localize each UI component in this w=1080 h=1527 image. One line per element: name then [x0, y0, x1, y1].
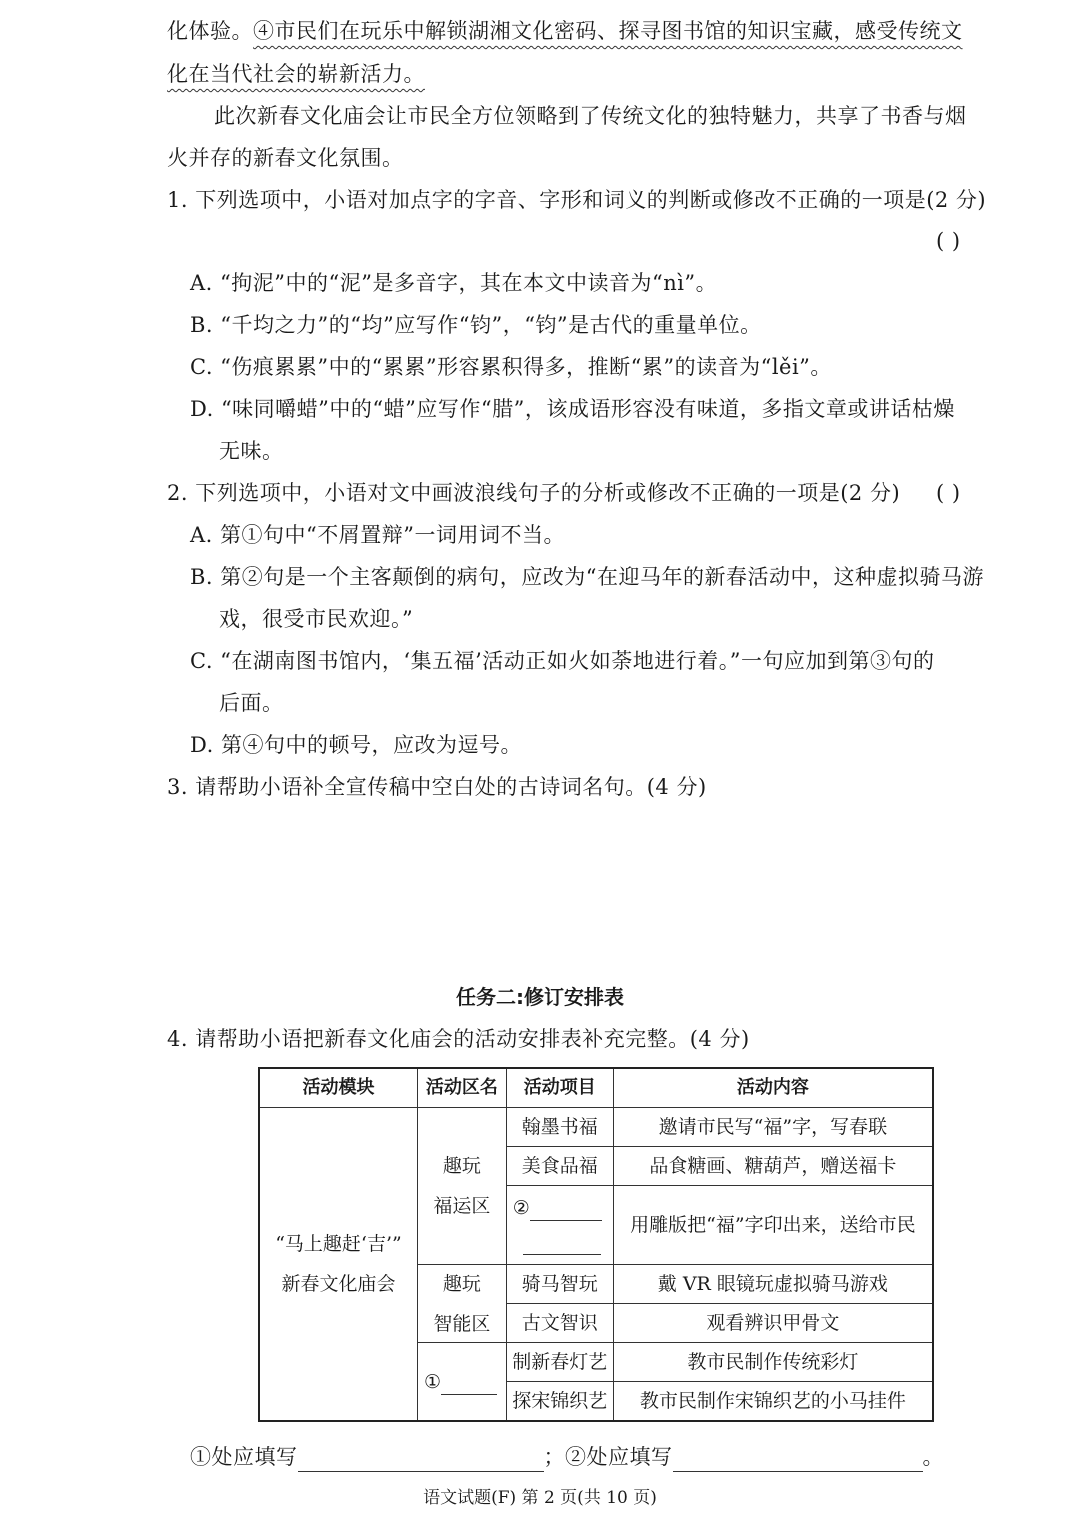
q2-option-b-line2: 戏，很受市民欢迎。” [219, 607, 414, 631]
q1-option-a: A. “拘泥”中的“泥”是多音字，其在本文中读音为“nì”。 [190, 271, 718, 295]
q1-option-b: B. “千均之力”的“均”应写作“钧”，“钧”是古代的重量单位。 [190, 313, 762, 337]
table-header: 活动项目 [506, 1068, 613, 1108]
zone-name-line1: 趣玩 [442, 1155, 481, 1177]
q2-option-c-line2: 后面。 [219, 691, 284, 715]
zone-cell-blank-1[interactable] [417, 1343, 506, 1422]
q2-option-a: A. 第①句中“不屑置辩”一词用词不当。 [190, 523, 565, 547]
item-cell: 探宋锦织艺 [506, 1382, 613, 1422]
answer-prefix-2: ；②处应填写 [543, 1445, 673, 1469]
passage-line-4: 火并存的新春文化氛围。 [167, 146, 404, 170]
module-name-line2: 新春文化庙会 [281, 1273, 396, 1295]
task2-title: 任务二:修订安排表 [456, 985, 624, 1009]
table-header: 活动区名 [417, 1068, 506, 1108]
table-header: 活动内容 [613, 1068, 933, 1108]
activity-schedule-table [258, 1067, 934, 1422]
q3-stem: 3. 请帮助小语补全宣传稿中空白处的古诗词名句。(4 分) [167, 775, 707, 799]
q1-option-c: C. “伤痕累累”中的“累累”形容累积得多，推断“累”的读音为“lěi”。 [190, 355, 832, 379]
item-cell: 制新春灯艺 [506, 1343, 613, 1382]
q1-stem: 1. 下列选项中，小语对加点字的字音、字形和词义的判断或修改不正确的一项是(2 分) [167, 188, 987, 212]
zone-name-line2: 智能区 [433, 1312, 491, 1335]
content-cell: 教市民制作传统彩灯 [613, 1343, 933, 1382]
q4-answer-line [190, 1442, 944, 1472]
answer-prefix-1: ①处应填写 [190, 1445, 298, 1469]
item-cell: 美食品福 [506, 1147, 613, 1186]
answer-blank-1[interactable] [298, 1447, 544, 1472]
passage-line-2 [167, 59, 425, 89]
blank-line-2a[interactable] [530, 1198, 602, 1221]
answer-end: 。 [922, 1445, 944, 1469]
item-cell: 古文智识 [506, 1304, 613, 1343]
table-header: 活动模块 [259, 1068, 417, 1108]
q1-option-d-line1: D. “味同嚼蜡”中的“蜡”应写作“腊”，该成语形容没有味道，多指文章或讲话枯燥 [190, 397, 955, 421]
page-footer: 语文试题(F) 第 2 页(共 10 页) [423, 1488, 657, 1508]
table-row [259, 1108, 933, 1147]
content-cell: 用雕版把“福”字印出来，送给市民 [613, 1186, 933, 1265]
item-cell: 翰墨书福 [506, 1108, 613, 1147]
blank-line-1[interactable] [441, 1372, 497, 1395]
passage-line-3: 此次新春文化庙会让市民全方位领略到了传统文化的独特魅力，共享了书香与烟 [214, 104, 967, 128]
blank-marker-2: ② [512, 1197, 530, 1219]
content-cell: 戴 VR 眼镜玩虚拟骑马游戏 [613, 1265, 933, 1304]
zone-name-line2: 福运区 [433, 1195, 491, 1217]
passage-text: 化体验。 [167, 19, 253, 43]
answer-blank-2[interactable] [673, 1447, 923, 1472]
q2-answer-paren[interactable]: ( ) [936, 481, 961, 505]
q2-option-c-line1: C. “在湖南图书馆内，‘集五福’活动正如火如荼地进行着。”一句应加到第③句的 [190, 649, 935, 673]
wavy-sentence-4-end: 化在当代社会的崭新活力。 [167, 62, 425, 86]
content-cell: 教市民制作宋锦织艺的小马挂件 [613, 1382, 933, 1422]
q4-stem: 4. 请帮助小语把新春文化庙会的活动安排表补充完整。(4 分) [167, 1027, 750, 1051]
q2-stem: 2. 下列选项中，小语对文中画波浪线句子的分析或修改不正确的一项是(2 分) [167, 481, 901, 505]
q1-answer-paren[interactable]: ( ) [936, 229, 961, 253]
zone-cell-zhineng [417, 1265, 506, 1343]
q1-option-d-line2: 无味。 [219, 439, 284, 463]
q2-option-d: D. 第④句中的顿号，应改为逗号。 [190, 733, 522, 757]
content-cell: 邀请市民写“福”字，写春联 [613, 1108, 933, 1147]
blank-line-2b[interactable] [523, 1240, 601, 1255]
passage-line-1 [167, 16, 963, 46]
q3-answer-space[interactable] [167, 812, 1007, 972]
zone-name-line1: 趣玩 [442, 1272, 481, 1295]
blank-marker-1: ① [423, 1370, 441, 1393]
wavy-sentence-4: ④市民们在玩乐中解锁湖湘文化密码、探寻图书馆的知识宝藏，感受传统文 [253, 19, 963, 43]
zone-cell-fuyun [417, 1108, 506, 1265]
q2-option-b-line1: B. 第②句是一个主客颠倒的病句，应改为“在迎马年的新春活动中，这种虚拟骑马游 [190, 565, 985, 589]
content-cell: 观看辨识甲骨文 [613, 1304, 933, 1343]
module-name-line1: “马上趣赶‘吉’” [275, 1233, 402, 1255]
content-cell: 品食糖画、糖葫芦，赠送福卡 [613, 1147, 933, 1186]
table-header-row [259, 1068, 933, 1108]
item-cell-blank-2[interactable] [506, 1186, 613, 1265]
item-cell: 骑马智玩 [506, 1265, 613, 1304]
module-cell [259, 1108, 417, 1422]
